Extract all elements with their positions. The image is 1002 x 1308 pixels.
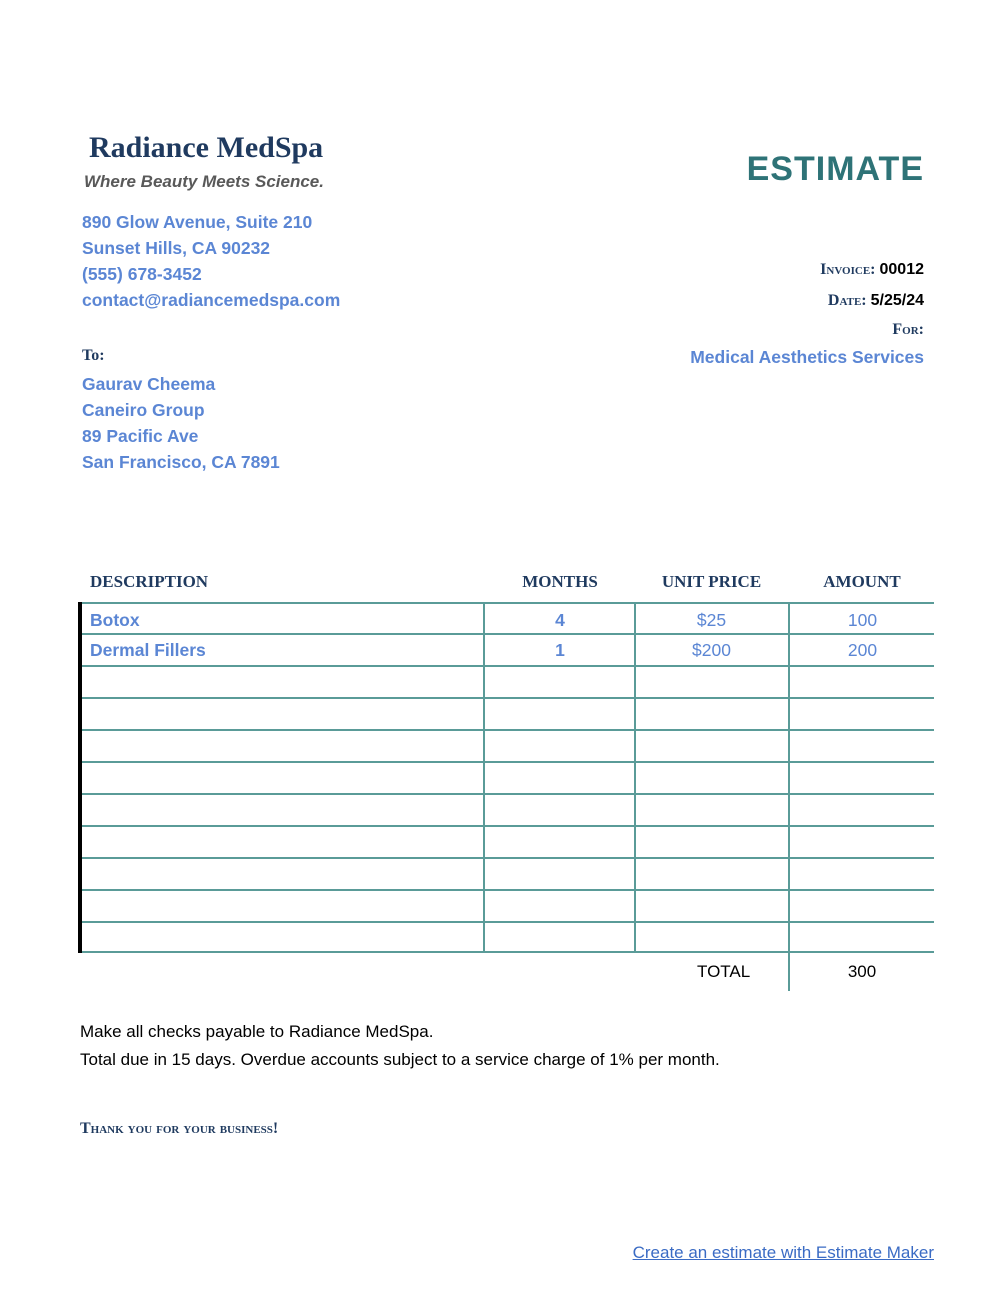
row-description: Dermal Fillers (90, 640, 206, 660)
row-description: Botox (90, 610, 140, 630)
column-divider (634, 602, 636, 953)
row-months: 4 (555, 610, 565, 630)
row-unit-price: $25 (696, 610, 727, 630)
document-title: ESTIMATE (746, 150, 924, 188)
table-row-empty (78, 859, 934, 891)
table-row-empty (78, 667, 934, 699)
company-address-line2: Sunset Hills, CA 90232 (82, 238, 271, 258)
client-company: Caneiro Group (82, 400, 205, 420)
row-amount: 100 (847, 610, 878, 630)
estimate-maker-link[interactable]: Create an estimate with Estimate Maker (632, 1243, 934, 1262)
table-row-empty (78, 891, 934, 923)
total-value: 300 (847, 962, 877, 981)
company-address-line1: 890 Glow Avenue, Suite 210 (82, 212, 313, 232)
column-divider (788, 602, 790, 953)
document-date (828, 292, 924, 310)
payable-note: Make all checks payable to Radiance MedSpa. (80, 1022, 434, 1041)
table-row-empty (78, 921, 934, 953)
header-description: DESCRIPTION (90, 572, 209, 591)
header-amount: AMOUNT (823, 572, 901, 591)
column-divider (483, 602, 485, 953)
date-label: Date: (827, 292, 867, 309)
client-city: San Francisco, CA 7891 (82, 452, 280, 472)
table-row (78, 635, 934, 667)
invoice-number (820, 261, 924, 279)
table-row-empty (78, 699, 934, 731)
table-row-empty (78, 763, 934, 795)
thank-you-message: Thank you for your business! (80, 1120, 279, 1137)
row-unit-price: $200 (692, 640, 731, 660)
line-items-table (78, 602, 934, 953)
company-tagline: Where Beauty Meets Science. (84, 172, 324, 191)
table-row-empty (78, 827, 934, 859)
table-left-bar (78, 602, 82, 953)
company-name: Radiance MedSpa (89, 131, 324, 164)
terms-note: Total due in 15 days. Overdue accounts subject to a service charge of 1% per month. (80, 1050, 720, 1069)
table-row (78, 602, 934, 635)
table-row-empty (78, 731, 934, 763)
date-value: 5/25/24 (870, 292, 924, 309)
for-value: Medical Aesthetics Services (690, 347, 924, 367)
invoice-label: Invoice: (820, 261, 876, 278)
client-name: Gaurav Cheema (82, 374, 216, 394)
header-months: MONTHS (522, 572, 598, 591)
total-label: TOTAL (697, 962, 751, 981)
row-months: 1 (555, 640, 565, 660)
row-amount: 200 (847, 640, 878, 660)
client-street: 89 Pacific Ave (82, 426, 199, 446)
company-email: contact@radiancemedspa.com (82, 290, 341, 310)
for-label: For: (892, 321, 924, 338)
to-label: To: (82, 347, 105, 364)
table-row-empty (78, 795, 934, 827)
header-unit-price: UNIT PRICE (661, 572, 762, 591)
invoice-value: 00012 (879, 261, 924, 278)
company-phone: (555) 678-3452 (82, 264, 202, 284)
